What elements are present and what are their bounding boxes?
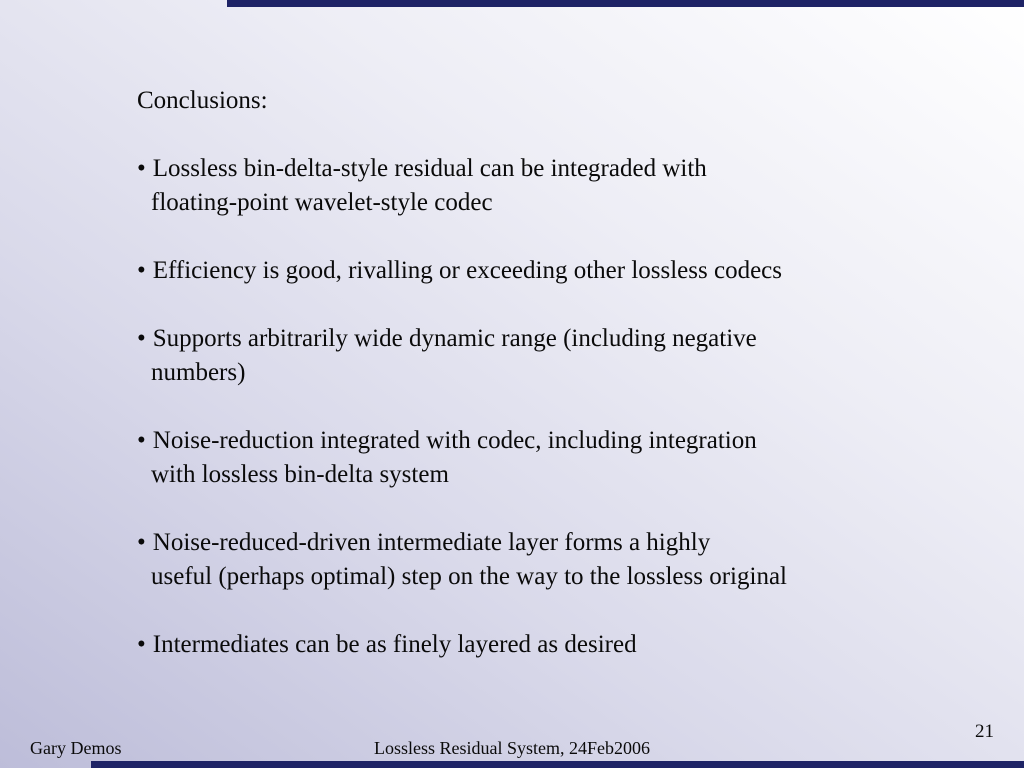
bullet-1-line-1: • Lossless bin-delta-style residual can be integraded with: [137, 155, 707, 182]
bullet-marker-icon: •: [137, 257, 146, 284]
bullet-marker-icon: •: [137, 427, 146, 454]
bullet-3-line-1: • Supports arbitrarily wide dynamic range (including negative: [137, 325, 757, 352]
bullet-4-line-2: with lossless bin-delta system: [151, 461, 449, 488]
bullet-item-6: [137, 628, 937, 662]
bottom-edge-accent-bar: [91, 761, 1024, 768]
bullet-4-line-1: • Noise-reduction integrated with codec, including integration: [137, 427, 757, 454]
bullet-5-line-1: • Noise-reduced-driven intermediate layer forms a highly: [137, 529, 711, 556]
bullet-item-2: [137, 254, 937, 288]
footer-author: Gary Demos: [30, 738, 122, 758]
slide-content: [137, 84, 937, 662]
bullet-marker-icon: •: [137, 325, 146, 352]
bullet-marker-icon: •: [137, 155, 146, 182]
bullet-5-line-2: useful (perhaps optimal) step on the way to the lossless original: [151, 563, 787, 590]
bullet-list: [137, 152, 937, 662]
bullet-item-3: [137, 322, 937, 390]
bullet-item-4: [137, 424, 937, 492]
bullet-6-line-1: • Intermediates can be as finely layered as desired: [137, 631, 637, 658]
bullet-item-1: [137, 152, 937, 220]
bullet-2-line-1: • Efficiency is good, rivalling or exceeding other lossless codecs: [137, 257, 782, 284]
footer-presentation-title: Lossless Residual System, 24Feb2006: [373, 738, 650, 758]
bullet-marker-icon: •: [137, 631, 146, 658]
top-edge-accent-bar: [227, 0, 1024, 7]
bullet-3-line-2: numbers): [151, 359, 246, 386]
page-number: 21: [975, 721, 994, 742]
bullet-marker-icon: •: [137, 529, 146, 556]
slide-title: Conclusions:: [137, 87, 268, 114]
bullet-1-line-2: floating-point wavelet-style codec: [151, 189, 493, 216]
bullet-item-5: [137, 526, 937, 594]
